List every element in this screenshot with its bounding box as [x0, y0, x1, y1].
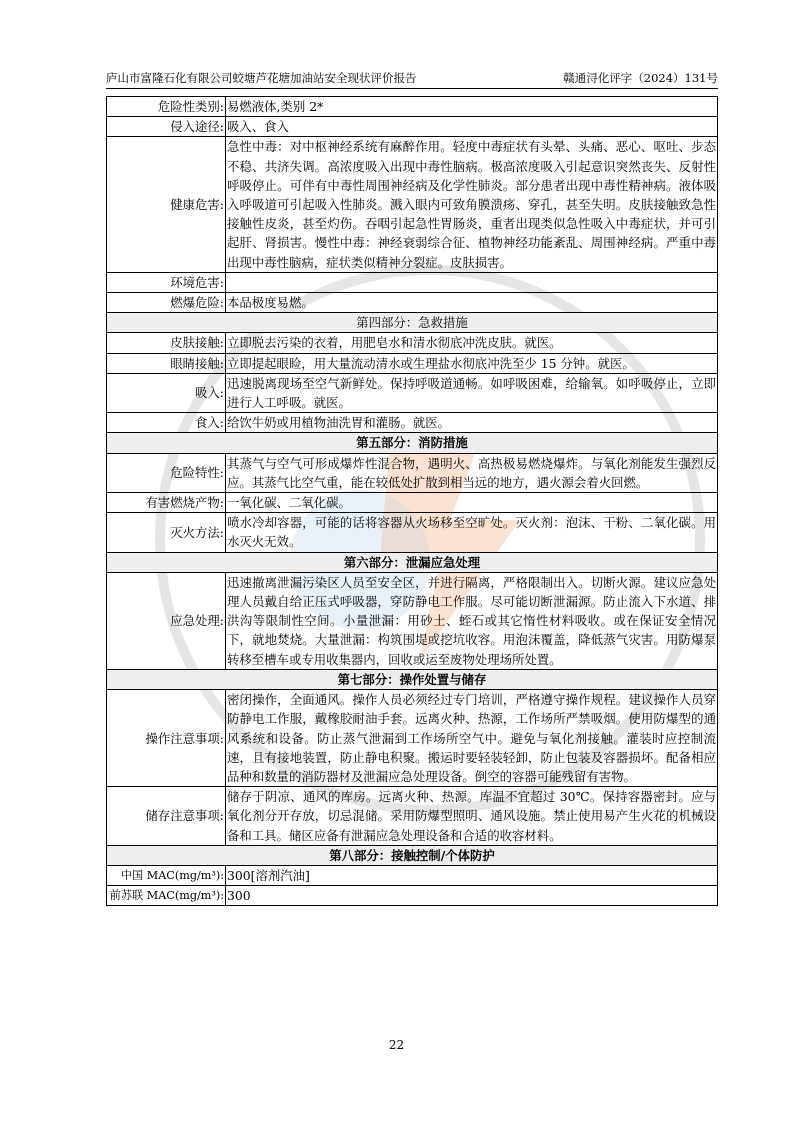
header-report-title: 庐山市富隆石化有限公司蛟塘芦花塘加油站安全现状评价报告 — [106, 71, 417, 85]
table-row — [107, 513, 718, 552]
row-label: 吸入: — [107, 373, 226, 412]
row-label: 健康危害: — [107, 137, 226, 272]
row-value: 吸入、食入 — [226, 117, 718, 137]
row-value: 立即提起眼睑，用大量流动清水或生理盐水彻底冲洗至少 15 分钟。就医。 — [226, 353, 718, 373]
row-label: 中国 MAC(mg/m³): — [107, 865, 226, 885]
row-value: 300 — [226, 886, 718, 906]
row-label: 有害燃烧产物: — [107, 493, 226, 513]
section-title: 第六部分：泄漏应急处理 — [107, 552, 718, 572]
table-row — [107, 333, 718, 353]
header-report-number: 赣通浔化评字（2024）131号 — [563, 71, 718, 85]
table-row — [107, 293, 718, 313]
row-value: 给饮牛奶或用植物油洗胃和灌肠。就医。 — [226, 413, 718, 433]
table-row — [107, 886, 718, 906]
row-value: 急性中毒：对中枢神经系统有麻醉作用。轻度中毒症状有头晕、头痛、恶心、呕吐、步态不稳、共济失调。高浓度吸入出现中毒性脑病。极高浓度吸入引起意识突然丧失、反射性呼吸停止。可伴有中毒性周围神经病及化学性肺炎。部分患者出现中毒性精神病。液体吸入呼吸道可引起吸入性肺炎。溅入眼内可致角膜溃疡、穿孔，甚至失明。皮肤接触致急性接触性皮炎，甚至灼伤。吞咽引起急性胃肠炎，重者出现类似急性吸入中毒症状，并可引起肝、肾损害。慢性中毒：神经衰弱综合征、植物神经功能紊乱、周围神经病。严重中毒出现中毒性脑病，症状类似精神分裂症。皮肤损害。 — [226, 137, 718, 272]
section-header-row — [107, 552, 718, 572]
row-label: 灭火方法: — [107, 513, 226, 552]
row-label: 储存注意事项: — [107, 787, 226, 846]
section-title: 第七部分：操作处置与储存 — [107, 669, 718, 689]
page-header — [106, 70, 718, 86]
section-header-row — [107, 669, 718, 689]
row-value: 密闭操作，全面通风。操作人员必须经过专门培训，严格遵守操作规程。建议操作人员穿防静电工作服，戴橡胶耐油手套。远离火种、热源，工作场所严禁吸烟。使用防爆型的通风系统和设备。防止蒸气泄漏到工作场所空气中。避免与氧化剂接触。灌装时应控制流速，且有接地装置，防止静电积聚。搬运时要轻装轻卸，防止包装及容器损坏。配备相应品种和数量的消防器材及泄漏应急处理设备。倒空的容器可能残留有害物。 — [226, 690, 718, 787]
row-value: 喷水冷却容器，可能的话将容器从火场移至空旷处。灭火剂：泡沫、干粉、二氧化碳。用水灭火无效。 — [226, 513, 718, 552]
row-label: 眼睛接触: — [107, 353, 226, 373]
row-label: 应急处理: — [107, 572, 226, 669]
row-value: 立即脱去污染的衣着，用肥皂水和清水彻底冲洗皮肤。就医。 — [226, 333, 718, 353]
row-value: 本品极度易燃。 — [226, 293, 718, 313]
section-title: 第四部分：急救措施 — [107, 313, 718, 333]
row-label: 危险性类别: — [107, 97, 226, 117]
row-label: 前苏联 MAC(mg/m³): — [107, 886, 226, 906]
page-number: 22 — [388, 1038, 405, 1052]
table-row — [107, 865, 718, 885]
header-rule — [106, 88, 718, 89]
table-row — [107, 373, 718, 412]
row-label: 燃爆危险: — [107, 293, 226, 313]
section-title: 第八部分：接触控制/个体防护 — [107, 845, 718, 865]
row-label: 危险特性: — [107, 453, 226, 492]
msds-table — [106, 96, 718, 906]
row-value: 迅速脱离现场至空气新鲜处。保持呼吸道通畅。如呼吸困难，给输氧。如呼吸停止，立即进行人工呼吸。就医。 — [226, 373, 718, 412]
row-label: 操作注意事项: — [107, 690, 226, 787]
section-header-row — [107, 433, 718, 453]
row-value — [226, 272, 718, 292]
table-row — [107, 413, 718, 433]
row-label: 皮肤接触: — [107, 333, 226, 353]
table-row — [107, 272, 718, 292]
row-value: 其蒸气与空气可形成爆炸性混合物，遇明火、高热极易燃烧爆炸。与氧化剂能发生强烈反应。其蒸气比空气重，能在较低处扩散到相当远的地方，遇火源会着火回燃。 — [226, 453, 718, 492]
row-label: 食入: — [107, 413, 226, 433]
table-row — [107, 117, 718, 137]
table-row — [107, 453, 718, 492]
row-value: 300[溶剂汽油] — [226, 865, 718, 885]
section-title: 第五部分：消防措施 — [107, 433, 718, 453]
section-header-row — [107, 313, 718, 333]
table-row — [107, 97, 718, 117]
table-row — [107, 572, 718, 669]
table-row — [107, 690, 718, 787]
row-value: 迅速撤离泄漏污染区人员至安全区，并进行隔离，严格限制出入。切断火源。建议应急处理人员戴自给正压式呼吸器，穿防静电工作服。尽可能切断泄漏源。防止流入下水道、排洪沟等限制性空间。小量泄漏：用砂土、蛭石或其它惰性材料吸收。或在保证安全情况下，就地焚烧。大量泄漏：构筑围堤或挖坑收容。用泡沫覆盖，降低蒸气灾害。用防爆泵转移至槽车或专用收集器内，回收或运至废物处理场所处置。 — [226, 572, 718, 669]
table-row — [107, 493, 718, 513]
table-row — [107, 137, 718, 272]
row-value: 易燃液体,类别 2* — [226, 97, 718, 117]
row-value: 一氧化碳、二氧化碳。 — [226, 493, 718, 513]
row-value: 储存于阴凉、通风的库房。远离火种、热源。库温不宜超过 30℃。保持容器密封。应与氧化剂分开存放，切忌混储。采用防爆型照明、通风设施。禁止使用易产生火花的机械设备和工具。储区应备有泄漏应急处理设备和合适的收容材料。 — [226, 787, 718, 846]
table-row — [107, 787, 718, 846]
row-label: 侵入途径: — [107, 117, 226, 137]
row-label: 环境危害: — [107, 272, 226, 292]
section-header-row — [107, 845, 718, 865]
table-row — [107, 353, 718, 373]
